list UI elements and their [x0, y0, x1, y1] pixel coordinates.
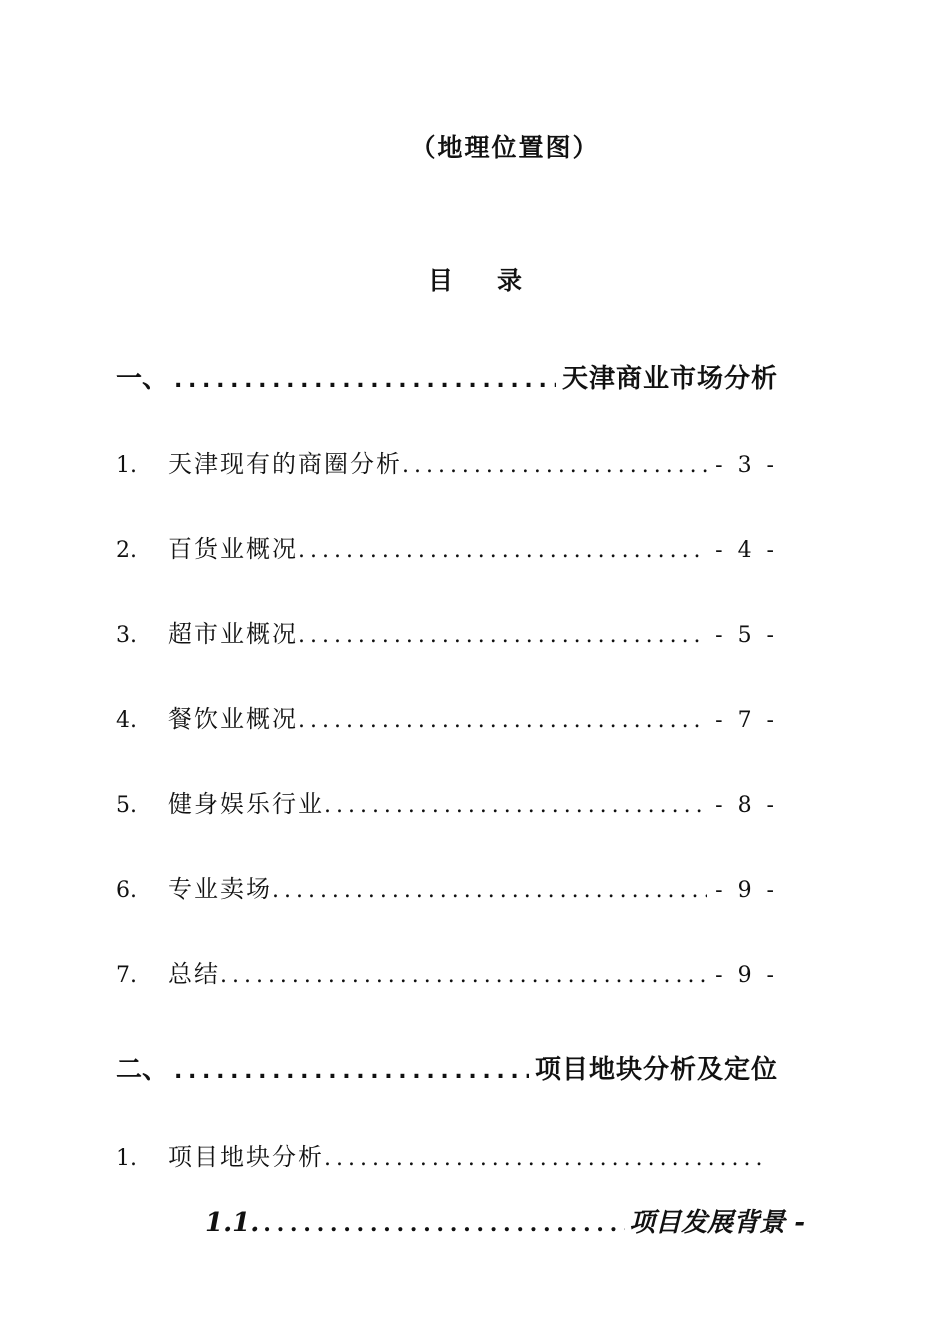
toc-heading-char-1: 目: [427, 266, 453, 295]
toc-entry[interactable]: [116, 699, 778, 734]
section-number: 一、: [116, 364, 169, 394]
entry-page: - 4 -: [715, 538, 778, 563]
toc-entry[interactable]: [116, 614, 778, 649]
toc-section-2[interactable]: [116, 1049, 778, 1086]
section-title: 项目地块分析及定位: [534, 1055, 778, 1085]
dot-leader: [324, 793, 707, 818]
entry-number: 1.: [116, 1146, 137, 1171]
entry-page: - 5 -: [715, 623, 778, 648]
dot-leader: [174, 368, 556, 393]
toc-entry[interactable]: [116, 529, 778, 564]
toc-section-1[interactable]: [116, 358, 778, 395]
entry-page: - 9 -: [715, 878, 778, 903]
dot-leader: [272, 878, 707, 903]
entry-label: 百货业概况: [168, 535, 298, 563]
toc-heading: [0, 261, 950, 297]
dot-leader: [402, 453, 707, 478]
toc-subentry[interactable]: [205, 1202, 805, 1239]
toc-entry[interactable]: [116, 954, 778, 989]
dot-leader: [298, 538, 707, 563]
entry-number: 4.: [116, 708, 137, 733]
toc-heading-char-2: 录: [497, 266, 523, 295]
entry-number: 3.: [116, 623, 137, 648]
section-number: 二、: [116, 1055, 169, 1085]
entry-page: - 3 -: [715, 453, 778, 478]
section-title: 天津商业市场分析: [561, 364, 778, 394]
entry-label: 超市业概况: [168, 620, 298, 648]
toc-entry[interactable]: [116, 444, 778, 479]
entry-label: 天津现有的商圈分析: [168, 450, 402, 478]
entry-label: 专业卖场: [168, 875, 272, 903]
toc-entry[interactable]: [116, 1137, 768, 1172]
dot-leader: [174, 1059, 529, 1084]
entry-label: 项目地块分析: [168, 1143, 324, 1171]
entry-number: 2.: [116, 538, 137, 563]
entry-page: - 9 -: [715, 963, 778, 988]
dot-leader: [263, 1211, 625, 1237]
subentry-number: 1.1.: [205, 1208, 260, 1238]
entry-label: 餐饮业概况: [168, 705, 298, 733]
toc-entry[interactable]: [116, 869, 778, 904]
dot-leader: [298, 623, 707, 648]
entry-number: 6.: [116, 878, 137, 903]
entry-number: 1.: [116, 453, 137, 478]
entry-page: - 8 -: [715, 793, 778, 818]
entry-label: 总结: [168, 960, 220, 988]
dot-leader: [324, 1146, 768, 1171]
subentry-title: 项目发展背景 -: [629, 1208, 805, 1238]
entry-number: 5.: [116, 793, 137, 818]
entry-label: 健身娱乐行业: [168, 790, 324, 818]
entry-page: - 7 -: [715, 708, 778, 733]
entry-number: 7.: [116, 963, 137, 988]
dot-leader: [298, 708, 707, 733]
figure-caption: （地理位置图）: [410, 133, 600, 162]
toc-entry[interactable]: [116, 784, 778, 819]
dot-leader: [220, 963, 707, 988]
